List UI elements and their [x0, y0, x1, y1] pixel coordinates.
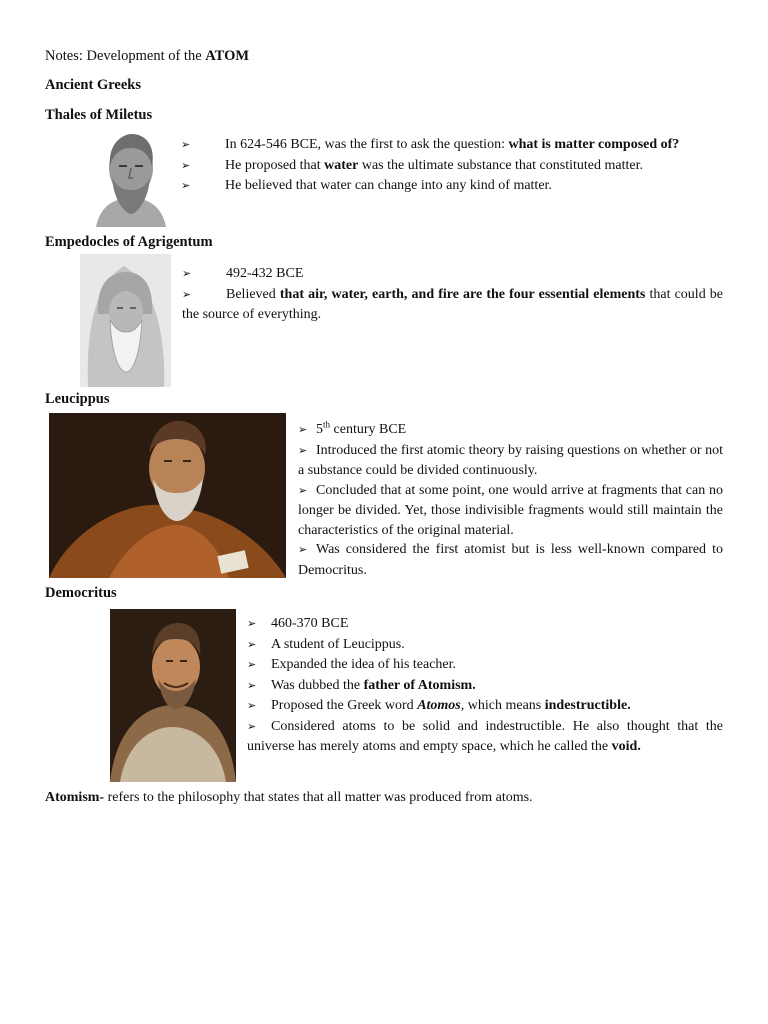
- democritus-bullets: [247, 614, 723, 757]
- arrowhead-bullet-icon: ➢: [181, 159, 191, 172]
- leucippus-painting-image: [49, 413, 286, 578]
- thales-bullet-list: [181, 135, 726, 197]
- list-item: ➢ In 624-546 BCE, was the first to ask the question: what is matter composed of?: [181, 135, 726, 156]
- section-heading: Ancient Greeks: [45, 77, 141, 93]
- list-item: ➢ Concluded that at some point, one would arrive at fragments that can no longer be divided. Yet, those indivisible fragments would still maintain the characteristics of the original material.: [298, 482, 723, 538]
- list-item: ➢ Expanded the idea of his teacher.: [247, 655, 723, 676]
- empedocles-bullets: [182, 264, 723, 325]
- arrowhead-bullet-icon: ➢: [298, 544, 308, 556]
- list-item: ➢ Proposed the Greek word Atomos, which means indestructible.: [247, 696, 723, 717]
- leucippus-heading: Leucippus: [45, 391, 110, 407]
- list-item: ➢ He believed that water can change into any kind of matter.: [181, 176, 726, 197]
- arrowhead-bullet-icon: ➢: [298, 484, 308, 497]
- arrowhead-bullet-icon: ➢: [247, 700, 257, 712]
- list-item: ➢ 460-370 BCE: [247, 614, 723, 635]
- empedocles-heading: Empedocles of Agrigentum: [45, 234, 213, 250]
- arrowhead-bullet-icon: ➢: [181, 139, 191, 151]
- arrowhead-bullet-icon: ➢: [182, 268, 192, 280]
- thales-portrait: [86, 126, 176, 227]
- arrowhead-bullet-icon: ➢: [247, 720, 257, 733]
- list-item: ➢ Considered atoms to be solid and indestructible. He also thought that the universe has merely atoms and empty space, which he called the void.: [247, 718, 723, 754]
- page-title: Notes: Development of the ATOM: [45, 48, 250, 64]
- list-item: ➢ 492-432 BCE: [182, 264, 723, 285]
- democritus-heading: Democritus: [45, 585, 117, 601]
- arrowhead-bullet-icon: ➢: [247, 679, 257, 692]
- thales-bust-image: [86, 126, 176, 227]
- leucippus-bullets: [298, 420, 723, 580]
- democritus-portrait: [110, 609, 236, 782]
- arrowhead-bullet-icon: ➢: [247, 659, 257, 671]
- leucippus-portrait: [49, 413, 286, 578]
- arrowhead-bullet-icon: ➢: [298, 424, 308, 436]
- list-item: ➢ He proposed that water was the ultimate substance that constituted matter.: [181, 156, 726, 177]
- empedocles-portrait: [80, 254, 171, 387]
- empedocles-sketch-image: [80, 254, 171, 387]
- list-item: ➢ Introduced the first atomic theory by raising questions on whether or not a substance could be divided continuously.: [298, 442, 723, 478]
- atomism-definition: Atomism- refers to the philosophy that states that all matter was produced from atoms.: [45, 790, 533, 805]
- arrowhead-bullet-icon: ➢: [181, 180, 191, 192]
- arrowhead-bullet-icon: ➢: [247, 618, 257, 630]
- thales-heading: Thales of Miletus: [45, 107, 153, 123]
- list-item: ➢ Believed that air, water, earth, and fire are the four essential elements that could be the source of everything.: [182, 286, 724, 322]
- democritus-painting-image: [110, 609, 236, 782]
- arrowhead-bullet-icon: ➢: [298, 444, 308, 457]
- list-item: ➢ A student of Leucippus.: [247, 635, 723, 656]
- arrowhead-bullet-icon: ➢: [247, 638, 257, 651]
- list-item: ➢ 5th century BCE: [298, 420, 723, 441]
- list-item: ➢ Was dubbed the father of Atomism.: [247, 676, 723, 697]
- list-item: ➢ Was considered the first atomist but is less well-known compared to Democritus.: [298, 542, 723, 578]
- arrowhead-bullet-icon: ➢: [182, 288, 192, 301]
